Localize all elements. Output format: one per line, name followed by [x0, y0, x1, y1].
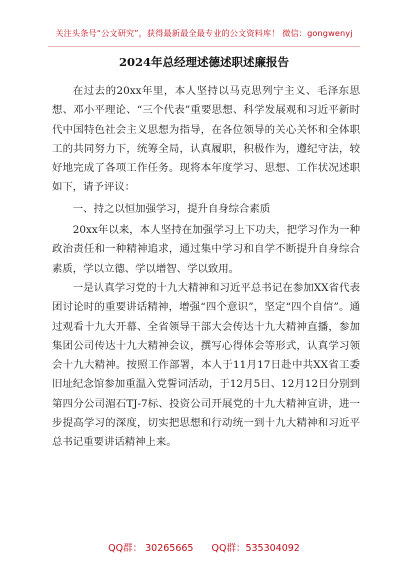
page-header-promo: 关注头条号“公文研究”，获得最新最全最专业的公文资料库！ 微信：gongwenyj: [55, 28, 353, 38]
section-heading-1: 一、持之以恒加强学习，提升自身综合素质: [72, 202, 271, 215]
document-body: [52, 82, 360, 453]
body-paragraph-intro: 在过去的20xx年里，本人坚持以马克思列宁主义、毛泽东思想、邓小平理论、“三个代表”重要思想、科学发展观和习近平新时代中国特色社会主义思想为指导，在各位领导的关心关怀和全体职工的共同努力下，统筹全局，认真履职，积极作为，遵纪守法，较好地完成了各项工作任务。现将本年度学习、思想、工作状况述职如下，请予评议：: [52, 85, 360, 194]
footer-qq-group-2: QQ群：535304092: [211, 543, 300, 554]
document-title: 2024年总经理述德述职述廉报告: [118, 55, 289, 69]
page-footer: [0, 540, 408, 554]
body-paragraph-study: 20xx年以来，本人坚持在加强学习上下功夫，把学习作为一种政治责任和一种精神追求，通过集中学习和自学不断提升自身综合素质，学以立德、学以增智、学以致用。: [52, 224, 360, 275]
body-paragraph-details: 一是认真学习党的十九大精神和习近平总书记在参加XX省代表团讨论时的重要讲话精神，增强“四个意识”，坚定“四个自信”。通过观看十九大开幕、全省领导干部大会传达十九大精神直播，参加集团公司传达十九大精神会议，撰写心得体会等形式，认真学习领会十九大精神。按照工作部署，本人于11月17日赴中共XX省工委旧址纪念馆参加重温入党誓词活动，于12月5日、12月12日分别到第四分公司湄石TJ-7标、投资公司开展党的十九大精神宣讲，进一步提高学习的深度，切实把思想和行动统一到十九大精神和习近平总书记重要讲话精神上来。: [52, 281, 360, 449]
header-divider: [48, 46, 360, 47]
footer-qq-group-1: QQ群： 30265665: [108, 543, 194, 554]
